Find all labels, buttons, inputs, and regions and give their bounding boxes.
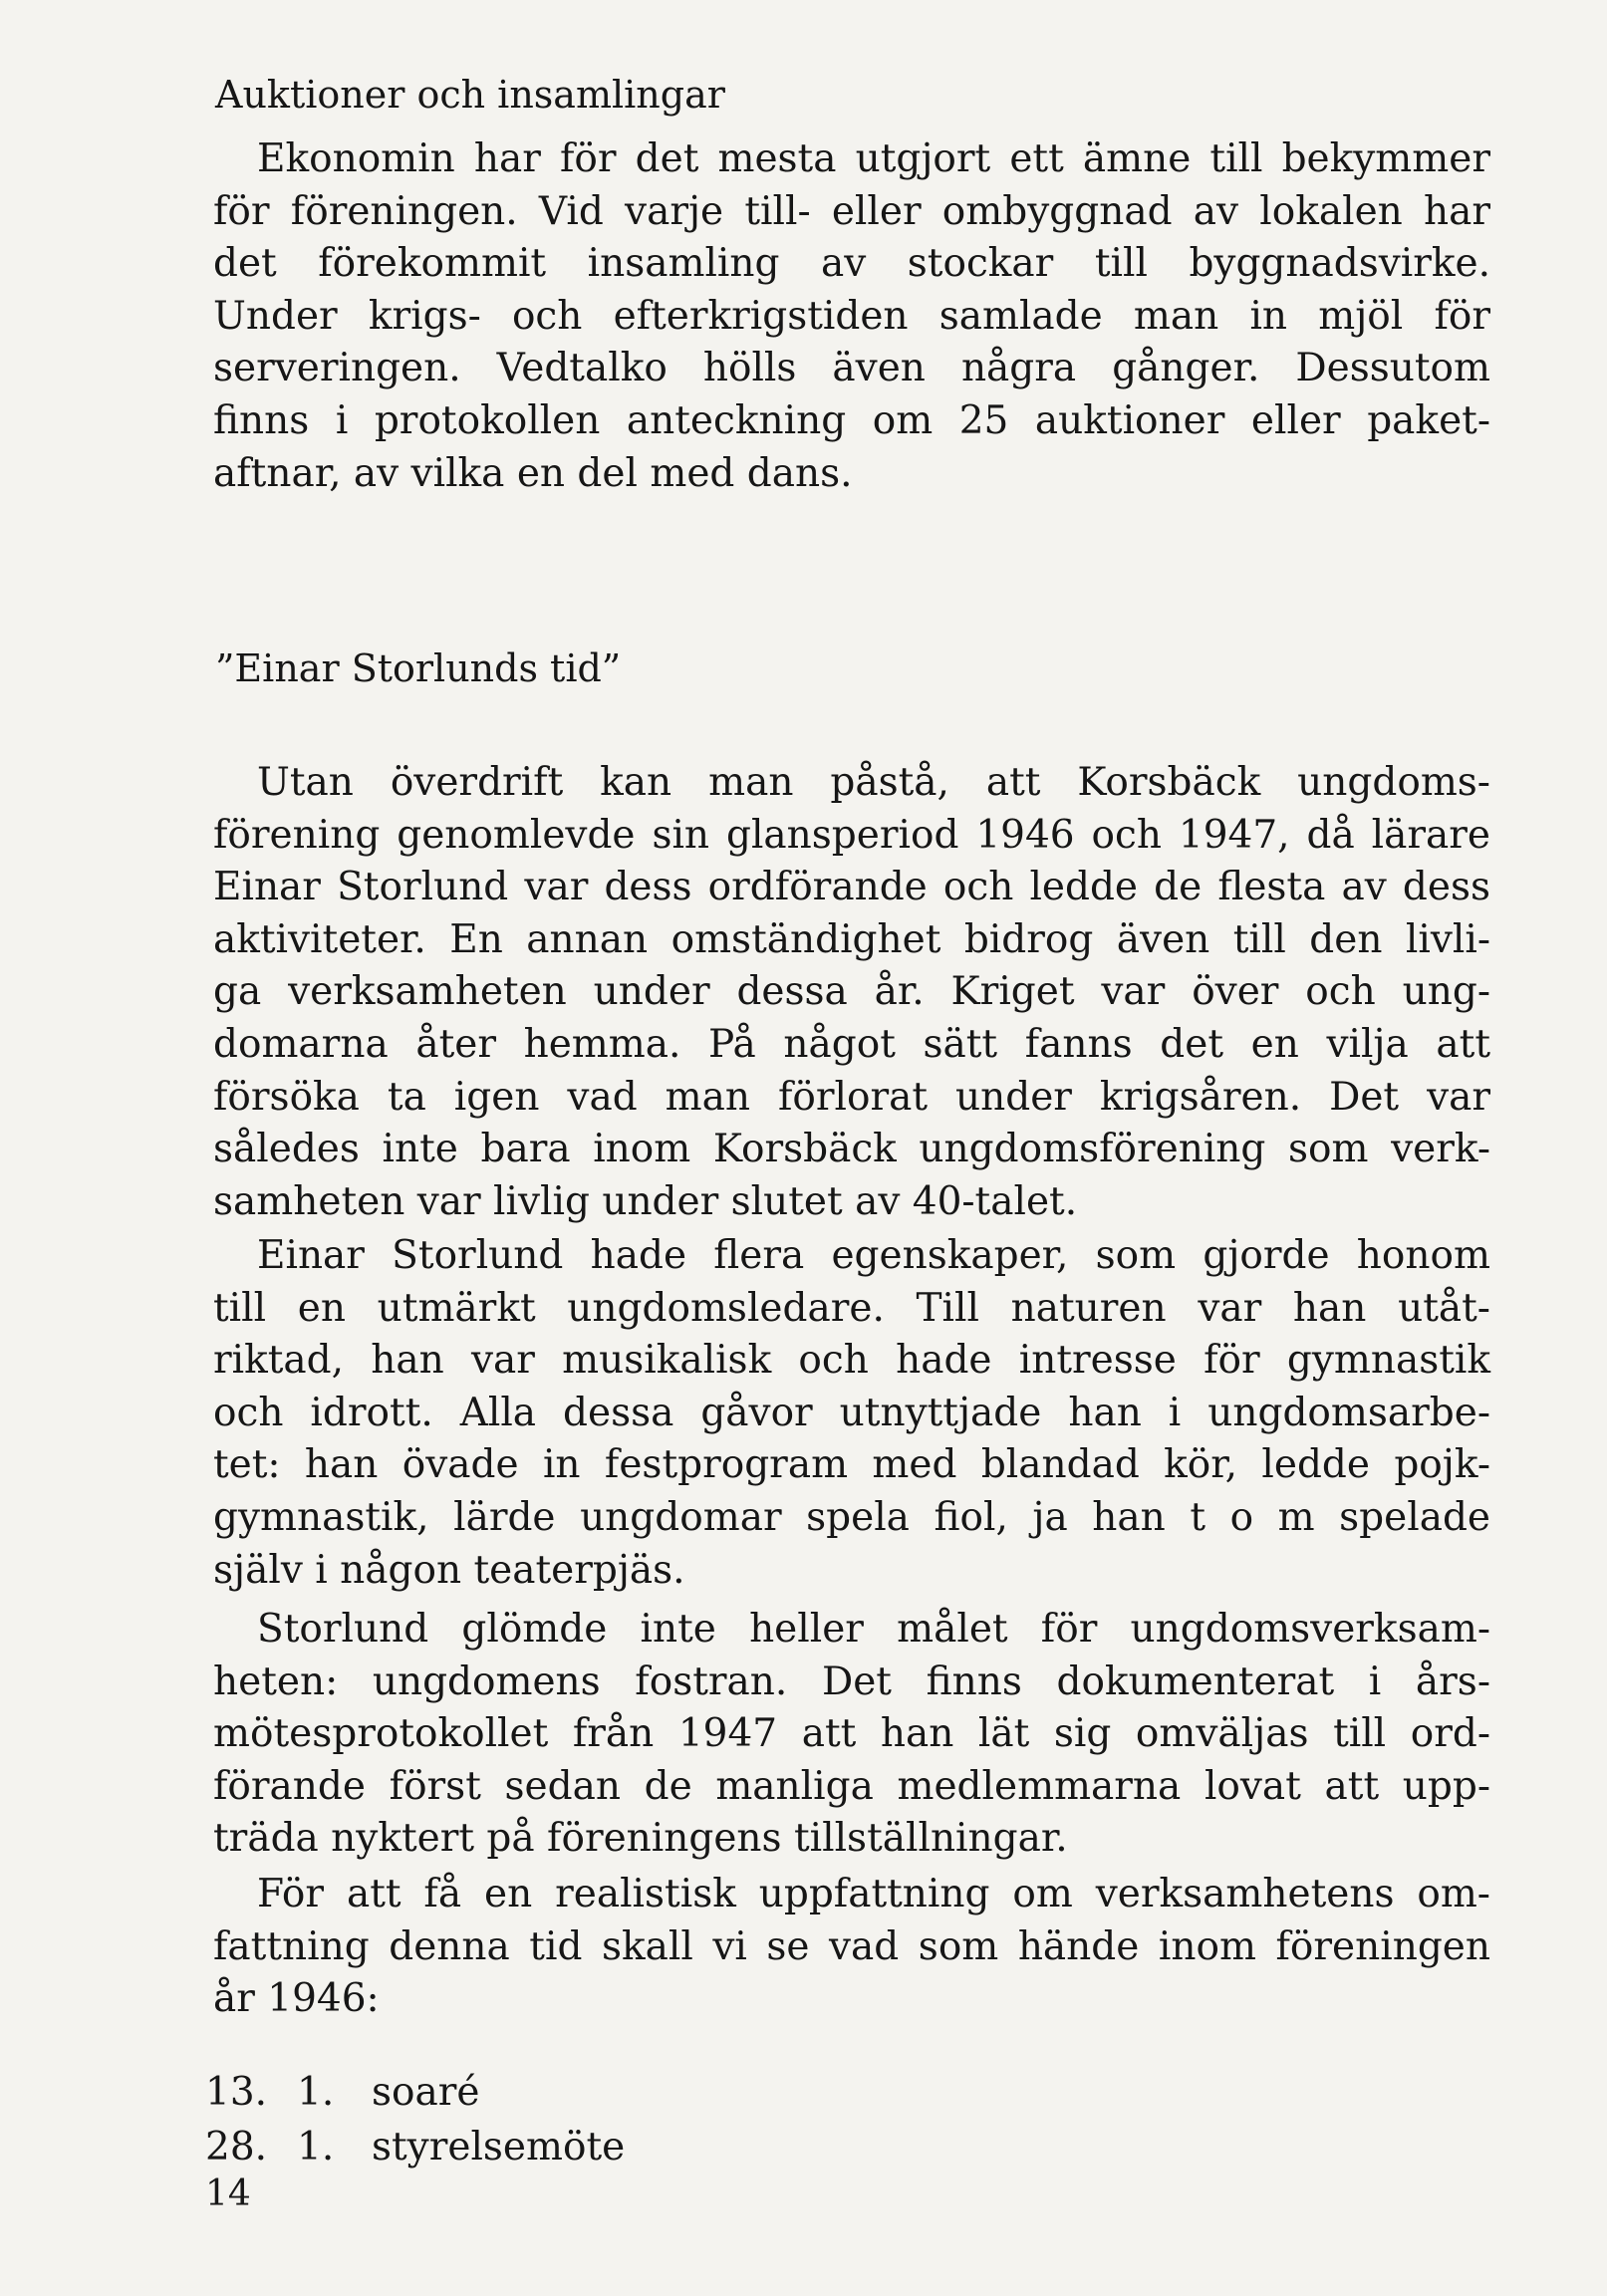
text-line: förande först sedan de manliga medlemmarna lovat att upp- bbox=[213, 1763, 1490, 1809]
event-name: soaré bbox=[372, 2070, 480, 2115]
event-day: 28. bbox=[205, 2125, 268, 2169]
text-line: Under krigs- och efterkrigstiden samlade man in mjöl för bbox=[213, 293, 1490, 339]
text-line: mötesprotokollet från 1947 att han lät sig omväljas till ord- bbox=[213, 1711, 1490, 1757]
text-line: riktad, han var musikalisk och hade intresse för gymnastik bbox=[213, 1338, 1490, 1384]
text-line: Utan överdrift kan man påstå, att Korsbäck ungdoms- bbox=[257, 760, 1490, 805]
text-line: heten: ungdomens fostran. Det finns dokumenterat i års- bbox=[213, 1658, 1490, 1704]
text-line: aftnar, av vilka en del med dans. bbox=[213, 450, 853, 496]
text-line: träda nyktert på föreningens tillställningar. bbox=[213, 1816, 1068, 1862]
text-line: Einar Storlund hade flera egenskaper, som gjorde honom bbox=[257, 1233, 1490, 1278]
paragraph-economy bbox=[213, 133, 1490, 500]
text-line: Einar Storlund var dess ordförande och ledde de flesta av dess bbox=[213, 865, 1490, 910]
text-line: för föreningen. Vid varje till- eller ombyggnad av lokalen har bbox=[213, 188, 1490, 234]
text-line: Storlund glömde inte heller målet för ungdomsverksam- bbox=[257, 1607, 1490, 1652]
event-month: 1. bbox=[297, 2125, 335, 2169]
text-line: till en utmärkt ungdomsledare. Till naturen var han utåt- bbox=[213, 1285, 1490, 1331]
text-line: det förekommit insamling av stockar till byggnadsvirke. bbox=[213, 241, 1490, 287]
text-line: förening genomlevde sin glansperiod 1946 och 1947, då lärare bbox=[213, 812, 1490, 858]
event-entry bbox=[205, 2125, 626, 2169]
text-line: och idrott. Alla dessa gåvor utnyttjade han i ungdomsarbe- bbox=[213, 1390, 1490, 1435]
event-name: styrelsemöte bbox=[372, 2125, 626, 2169]
text-line: försöka ta igen vad man förlorat under krigsåren. Det var bbox=[213, 1074, 1490, 1120]
paragraph-activities-intro bbox=[213, 1869, 1490, 2026]
event-month: 1. bbox=[297, 2070, 335, 2115]
text-line: tet: han övade in festprogram med blandad kör, ledde pojk- bbox=[213, 1442, 1490, 1488]
page-number: 14 bbox=[205, 2173, 251, 2214]
text-line: således inte bara inom Korsbäck ungdomsförening som verk- bbox=[213, 1127, 1490, 1172]
text-line: Ekonomin har för det mesta utgjort ett ämne till bekymmer bbox=[257, 136, 1490, 181]
text-line: samheten var livlig under slutet av 40-talet. bbox=[213, 1178, 1078, 1224]
text-line: år 1946: bbox=[213, 1976, 380, 2022]
paragraph-upbringing bbox=[213, 1604, 1490, 1866]
text-line: fattning denna tid skall vi se vad som hände inom föreningen bbox=[213, 1923, 1490, 1969]
paragraph-qualities bbox=[213, 1230, 1490, 1597]
text-line: aktiviteter. En annan omständighet bidrog även till den livli- bbox=[213, 916, 1490, 962]
section-heading-auctions: Auktioner och insamlingar bbox=[215, 73, 725, 117]
section-heading-storlund: ”Einar Storlunds tid” bbox=[215, 646, 622, 690]
text-line: ga verksamheten under dessa år. Kriget var över och ung- bbox=[213, 969, 1490, 1015]
paragraph-glory-period bbox=[213, 757, 1490, 1228]
text-line: gymnastik, lärde ungdomar spela fiol, ja han t o m spelade bbox=[213, 1494, 1490, 1540]
event-day: 13. bbox=[205, 2070, 268, 2115]
event-entry bbox=[205, 2070, 480, 2115]
text-line: För att få en realistisk uppfattning om verksamhetens om- bbox=[257, 1872, 1490, 1916]
text-line: domarna åter hemma. På något sätt fanns det en vilja att bbox=[213, 1021, 1490, 1067]
text-line: själv i någon teaterpjäs. bbox=[213, 1547, 685, 1593]
text-line: serveringen. Vedtalko hölls även några gånger. Dessutom bbox=[213, 346, 1490, 391]
text-line: finns i protokollen anteckning om 25 auktioner eller paket- bbox=[213, 397, 1490, 443]
